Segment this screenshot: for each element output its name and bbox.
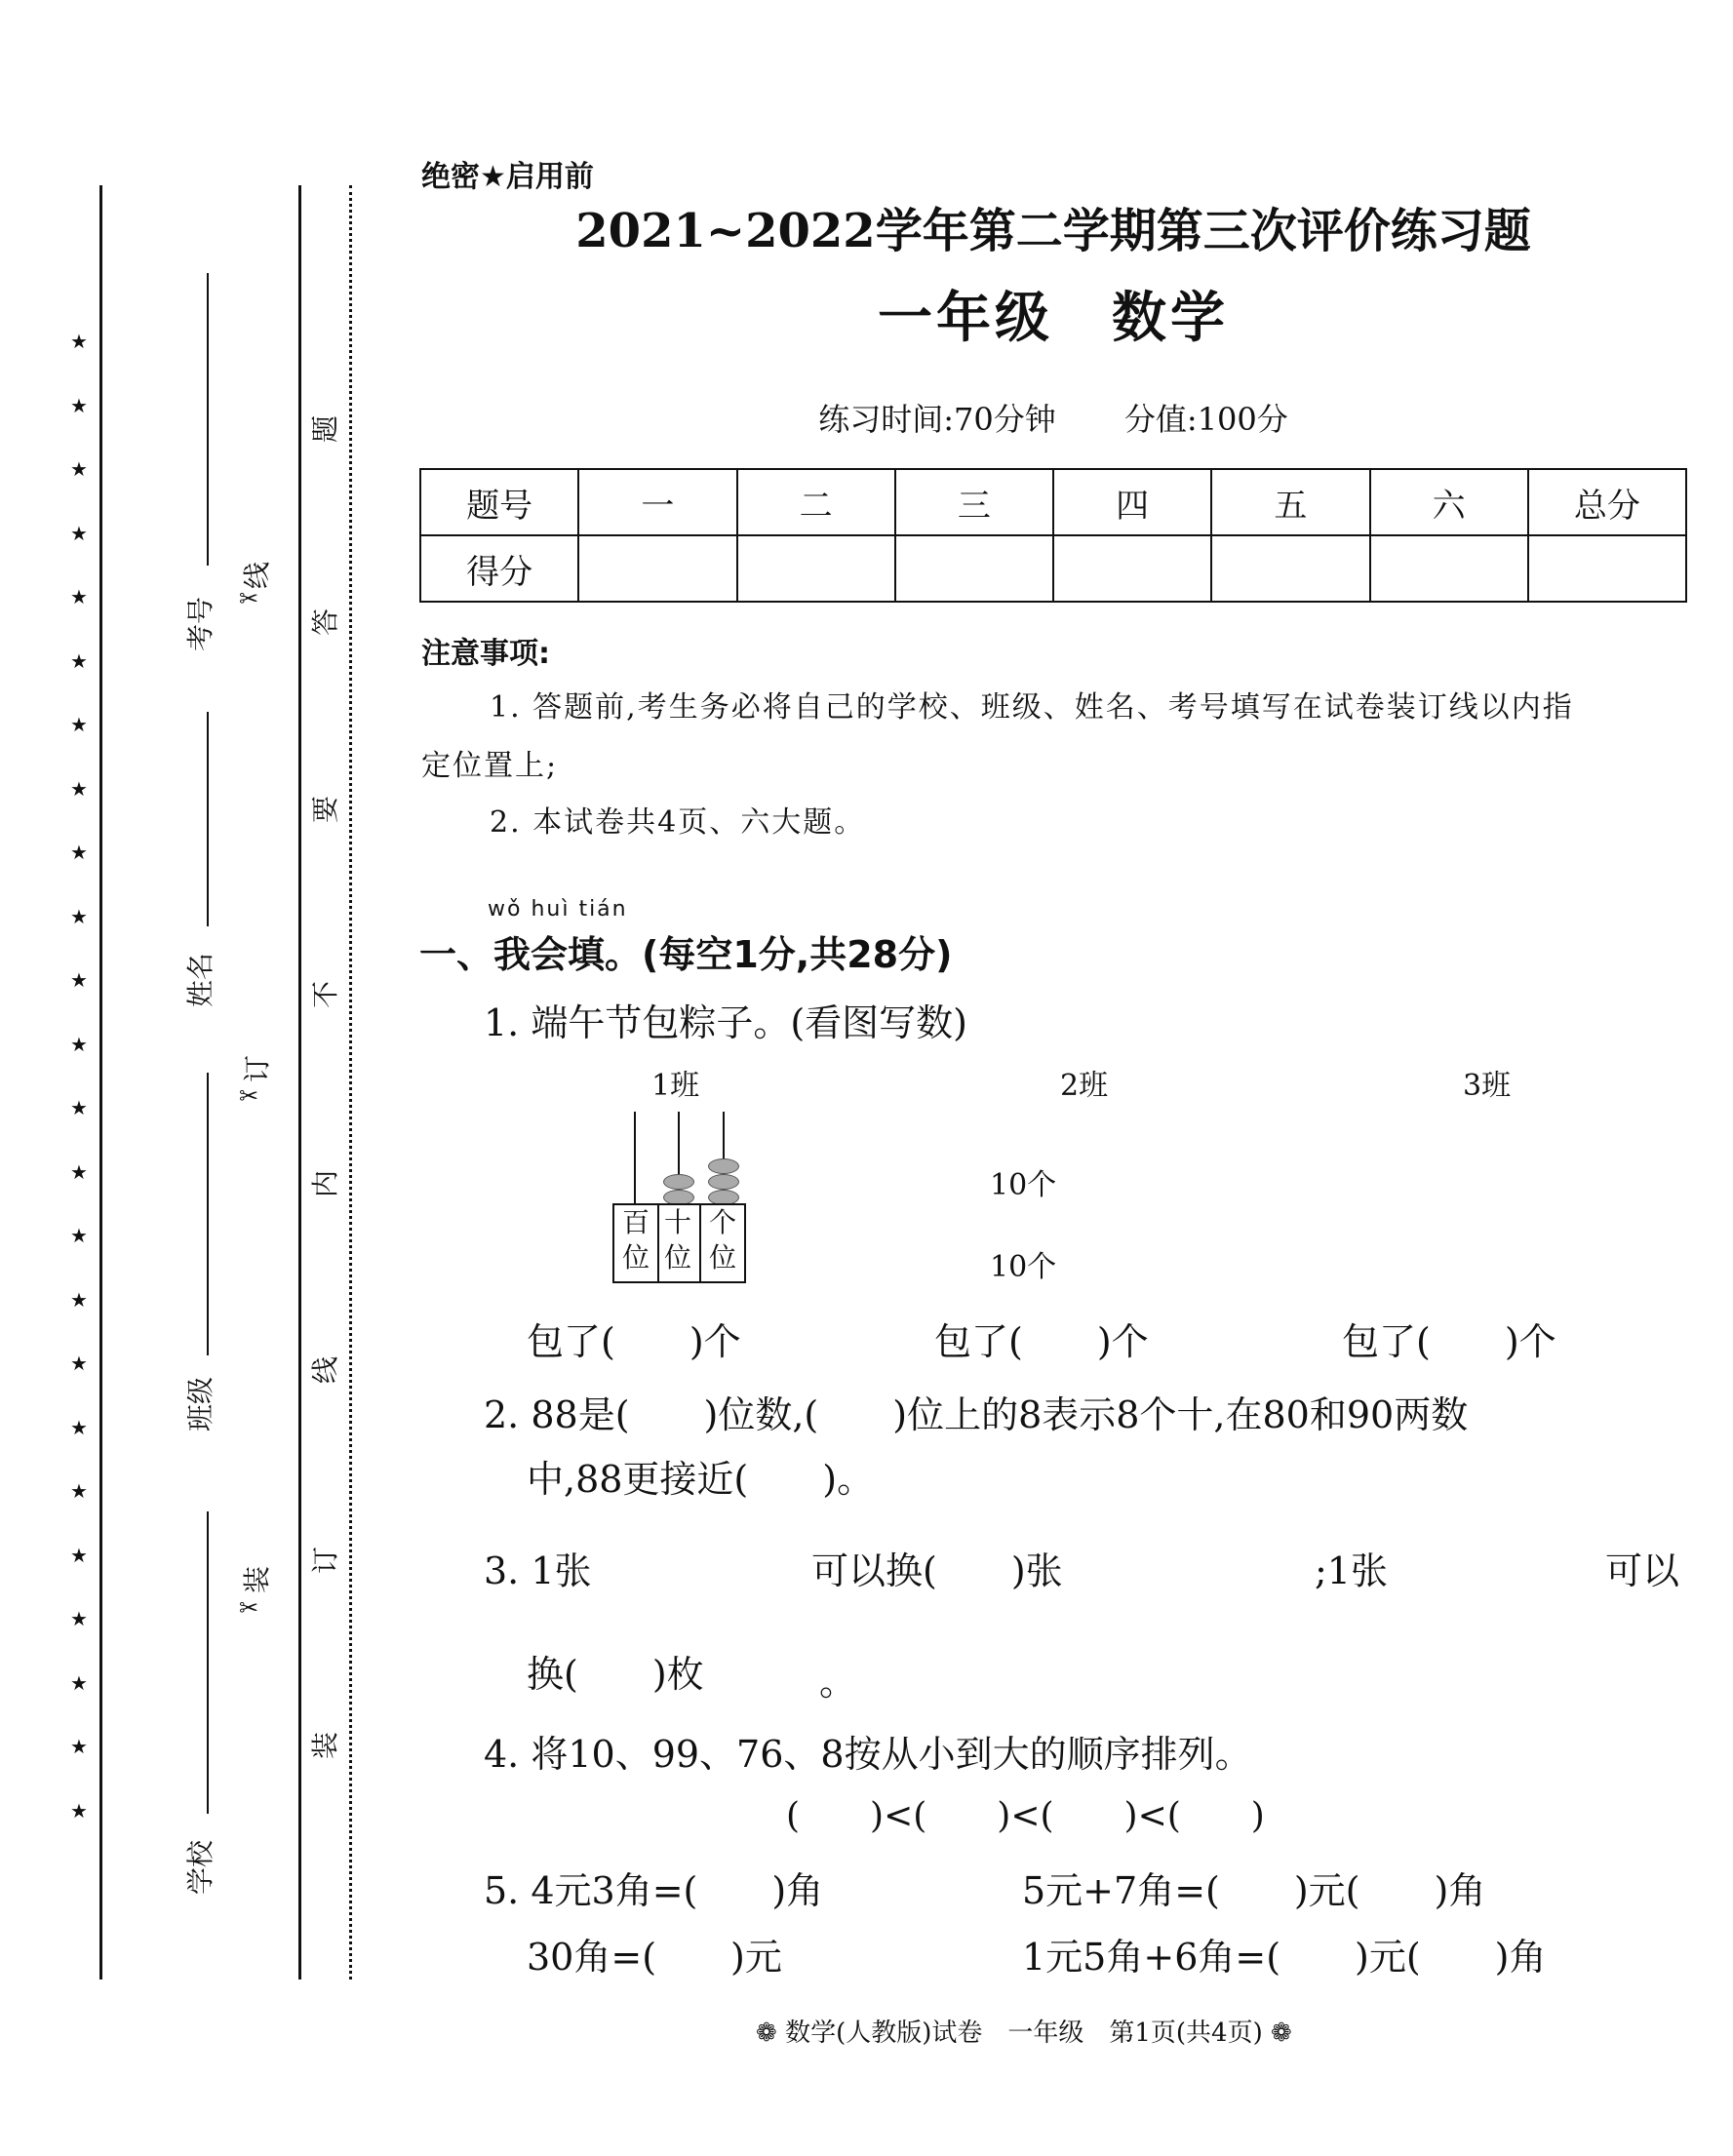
margin-left-rule xyxy=(99,185,102,1980)
star-icon: ★ xyxy=(70,1096,88,1119)
field-school-label: 学校 xyxy=(184,1839,217,1896)
question-1-answer[interactable]: 包了( )个 xyxy=(1342,1320,1556,1363)
time-label: 练习时间:70分钟 xyxy=(818,401,1056,438)
binding-mark-zhuang: 装 xyxy=(241,1565,274,1594)
question-3-line-2[interactable]: 换( )枚 xyxy=(527,1653,704,1696)
star-icon: ★ xyxy=(70,713,88,736)
secret-label: 绝密★启用前 xyxy=(421,160,594,194)
field-school-blank[interactable] xyxy=(207,1511,209,1814)
star-icon: ★ xyxy=(70,1735,88,1758)
star-icon: ★ xyxy=(70,585,88,608)
score-table-cell: 二 xyxy=(737,469,895,535)
score-table-cell: 题号 xyxy=(420,469,578,535)
binding-mark-ding: 订 xyxy=(241,1054,274,1083)
cut-dotted-line xyxy=(349,185,352,1980)
class-label: 3班 xyxy=(1463,1069,1512,1103)
notes-heading: 注意事项: xyxy=(421,637,550,671)
question-1-text: 1. 端午节包粽子。(看图写数) xyxy=(484,1001,967,1044)
swirl-icon: ❁ xyxy=(1271,2019,1292,2048)
exam-info xyxy=(419,395,1687,440)
score-table-cell: 五 xyxy=(1211,469,1369,535)
question-3-line-2-end: 。 xyxy=(819,1661,857,1704)
star-icon: ★ xyxy=(70,521,88,545)
question-3-part-2[interactable]: 可以换( )张 xyxy=(811,1549,1063,1592)
question-5-d[interactable]: 1元5角+6角=( )元( )角 xyxy=(1022,1936,1547,1979)
star-icon: ★ xyxy=(70,1032,88,1056)
question-2-line-1[interactable]: 2. 88是( )位数,( )位上的8表示8个十,在80和90两数 xyxy=(484,1393,1469,1436)
star-icon: ★ xyxy=(70,1352,88,1375)
field-class-label: 班级 xyxy=(184,1376,217,1432)
cut-text-char: 装 xyxy=(309,1731,342,1760)
star-icon: ★ xyxy=(70,1479,88,1503)
abacus-bead xyxy=(663,1174,694,1190)
question-5-b[interactable]: 5元+7角=( )元( )角 xyxy=(1022,1869,1486,1912)
field-class-blank[interactable] xyxy=(207,1073,209,1355)
star-icon: ★ xyxy=(70,968,88,992)
abacus-label-tens: 十 位 xyxy=(656,1203,701,1283)
star-icon: ★ xyxy=(70,393,88,417)
note-item-1-line-1: 1. 答题前,考生务必将自己的学校、班级、姓名、考号填写在试卷装订线以内指 xyxy=(490,690,1574,725)
page-subtitle: 一年级 数学 xyxy=(878,286,1229,350)
section-heading: 一、我会填。(每空1分,共28分) xyxy=(419,933,953,976)
score-table-cell: 一 xyxy=(578,469,736,535)
abacus-bead xyxy=(708,1158,739,1174)
question-4-text: 4. 将10、99、76、8按从小到大的顺序排列。 xyxy=(484,1733,1252,1776)
cut-text-char: 要 xyxy=(309,795,342,824)
question-1-answer[interactable]: 包了( )个 xyxy=(527,1320,741,1363)
bundle-count: 10个 xyxy=(990,1168,1057,1202)
field-exam-number-label: 考号 xyxy=(184,596,217,652)
question-1-answer[interactable]: 包了( )个 xyxy=(934,1320,1149,1363)
score-input-cell[interactable] xyxy=(895,535,1053,602)
score-table-cell: 总分 xyxy=(1528,469,1686,535)
note-item-2: 2. 本试卷共4页、六大题。 xyxy=(490,805,866,840)
abacus-label-ones: 个 位 xyxy=(701,1203,746,1283)
bundle-count: 10个 xyxy=(990,1250,1057,1284)
cut-text-char: 不 xyxy=(309,980,342,1009)
footer-text: 数学(人教版)试卷 一年级 第1页(共4页) xyxy=(785,2019,1263,2048)
star-icon: ★ xyxy=(70,1670,88,1695)
score-input-cell[interactable] xyxy=(1370,535,1528,602)
page-footer xyxy=(756,2013,1292,2049)
cut-text-char: 内 xyxy=(309,1169,342,1198)
star-icon: ★ xyxy=(70,1224,88,1247)
binding-mark-icon: ✂ xyxy=(239,1082,259,1110)
star-icon: ★ xyxy=(70,1798,88,1823)
score-table-header-row xyxy=(420,469,1686,535)
score-input-cell[interactable] xyxy=(737,535,895,602)
margin-right-rule xyxy=(298,185,301,1980)
section-pinyin: wǒ huì tián xyxy=(488,897,628,921)
cut-text-char: 线 xyxy=(309,1355,342,1385)
star-icon: ★ xyxy=(70,1543,88,1567)
score-input-cell[interactable] xyxy=(578,535,736,602)
class-label: 1班 xyxy=(651,1069,700,1103)
field-name-label: 姓名 xyxy=(184,952,217,1008)
cut-text-char: 答 xyxy=(309,608,342,637)
question-3-part-1: 3. 1张 xyxy=(484,1549,592,1592)
star-icon: ★ xyxy=(70,1287,88,1312)
score-input-cell[interactable] xyxy=(1528,535,1686,602)
abacus-rod-hundreds xyxy=(634,1112,636,1205)
star-icon: ★ xyxy=(70,330,88,353)
page-title: 2021~2022学年第二学期第三次评价练习题 xyxy=(575,204,1531,258)
binding-mark-icon: ✂ xyxy=(239,585,259,612)
score-table-cell: 四 xyxy=(1053,469,1211,535)
field-exam-number-blank[interactable] xyxy=(207,273,209,566)
question-3-part-4: 可以 xyxy=(1605,1549,1680,1592)
score-table-cell: 六 xyxy=(1370,469,1528,535)
abacus-bead xyxy=(708,1174,739,1190)
star-icon: ★ xyxy=(70,648,88,673)
swirl-icon: ❁ xyxy=(756,2019,777,2048)
field-name-blank[interactable] xyxy=(207,712,209,926)
binding-mark-line: 线 xyxy=(241,561,274,590)
star-icon: ★ xyxy=(70,1159,88,1184)
question-2-line-2[interactable]: 中,88更接近( )。 xyxy=(527,1458,875,1501)
score-table-cell: 得分 xyxy=(420,535,578,602)
question-4-order[interactable]: ( )<( )<( )<( ) xyxy=(786,1796,1265,1836)
star-icon: ★ xyxy=(70,841,88,864)
score-table xyxy=(419,468,1687,603)
score-label: 分值:100分 xyxy=(1123,401,1288,438)
binding-mark-icon: ✂ xyxy=(239,1594,259,1622)
star-icon: ★ xyxy=(70,457,88,481)
score-input-cell[interactable] xyxy=(1211,535,1369,602)
question-3-part-3: ;1张 xyxy=(1315,1549,1388,1592)
class-label: 2班 xyxy=(1060,1069,1109,1103)
score-table-cell: 三 xyxy=(895,469,1053,535)
cut-text-char: 题 xyxy=(309,414,342,444)
question-5-a[interactable]: 5. 4元3角=( )角 xyxy=(484,1869,824,1912)
note-item-1-line-2: 定位置上; xyxy=(421,749,559,783)
star-icon: ★ xyxy=(70,904,88,928)
cut-text-char: 订 xyxy=(309,1546,342,1575)
star-icon: ★ xyxy=(70,1415,88,1439)
star-icon: ★ xyxy=(70,776,88,801)
star-icon: ★ xyxy=(70,1607,88,1630)
score-table-score-row xyxy=(420,535,1686,602)
question-5-c[interactable]: 30角=( )元 xyxy=(527,1936,782,1979)
score-input-cell[interactable] xyxy=(1053,535,1211,602)
abacus-label-hundreds: 百 位 xyxy=(612,1203,659,1283)
